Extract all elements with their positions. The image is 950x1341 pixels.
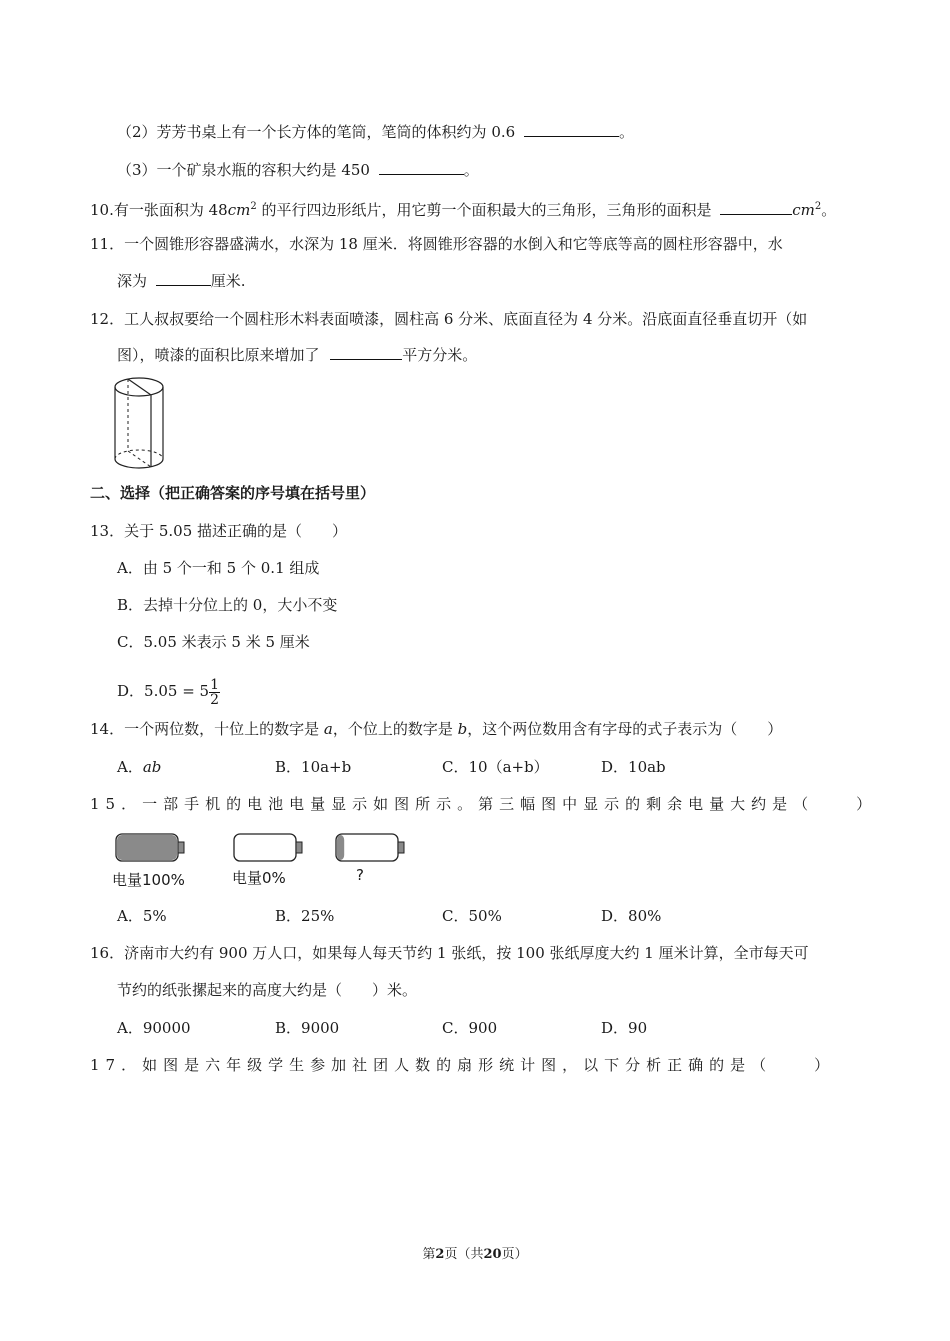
option-13-a[interactable]: A．由 5 个一和 5 个 0.1 组成 bbox=[117, 559, 320, 577]
page-footer: 第2页（共20页） bbox=[422, 1247, 528, 1262]
option-13-d[interactable]: D．5.05 = 5 $\frac{1}{2}$ bbox=[117, 676, 219, 708]
battery-label-full: 电量100% bbox=[112, 871, 185, 889]
option-13-b[interactable]: B．去掉十分位上的 0，大小不变 bbox=[117, 596, 338, 614]
answer-blank[interactable] bbox=[524, 122, 619, 137]
option-13-c[interactable]: C．5.05 米表示 5 米 5 厘米 bbox=[117, 633, 310, 651]
question-16-line2: 节约的纸张摞起来的高度大约是（ ）米。 bbox=[117, 981, 418, 999]
option-15-d[interactable]: D．80% bbox=[601, 907, 662, 925]
option-14-b[interactable]: B．10a+b bbox=[275, 758, 352, 776]
question-15: 15．一部手机的电池电量显示如图所示。第三幅图中显示的剩余电量大约是（ ） bbox=[90, 795, 878, 813]
question-13: 13．关于 5.05 描述正确的是（ ） bbox=[90, 522, 348, 540]
answer-blank[interactable] bbox=[379, 160, 464, 175]
option-15-a[interactable]: A．5% bbox=[117, 907, 167, 925]
answer-blank[interactable] bbox=[330, 345, 402, 360]
question-12-line2: 图），喷漆的面积比原来增加了 平方分米。 bbox=[117, 346, 478, 364]
answer-blank[interactable] bbox=[156, 271, 211, 286]
question-10: 10.有一张面积为 $48cm^2$ 的平行四边形纸片，用它剪一个面积最大的三角形，三角形的面积是 $cm^2$。 bbox=[90, 201, 837, 219]
option-16-a[interactable]: A．90000 bbox=[117, 1019, 191, 1037]
fraction-one-half: $\frac{1}{2}$ bbox=[210, 676, 219, 708]
option-14-a[interactable]: A．ab bbox=[117, 758, 162, 776]
battery-label-empty: 电量0% bbox=[232, 869, 286, 887]
question-12: 12．工人叔叔要给一个圆柱形木料表面喷漆，圆柱高 6 分米、底面直径为 4 分米。沿底面直径垂直切开（如 bbox=[90, 310, 808, 328]
battery-empty bbox=[234, 834, 302, 861]
battery-full bbox=[116, 834, 184, 861]
option-16-b[interactable]: B．9000 bbox=[275, 1019, 340, 1037]
option-15-c[interactable]: C．50% bbox=[442, 907, 502, 925]
option-15-b[interactable]: B．25% bbox=[275, 907, 335, 925]
option-14-d[interactable]: D．10ab bbox=[601, 758, 666, 776]
question-11: 11．一个圆锥形容器盛满水，水深为 18 厘米．将圆锥形容器的水倒入和它等底等高的圆柱形容器中，水 bbox=[90, 235, 783, 253]
option-14-c[interactable]: C．10（a+b） bbox=[442, 758, 549, 776]
question-11-line2: 深为 厘米. bbox=[117, 272, 246, 290]
question-9-3: （3）一个矿泉水瓶的容积大约是 450 。 bbox=[117, 161, 479, 179]
section-heading-choice: 二、选择（把正确答案的序号填在括号里） bbox=[90, 484, 376, 502]
battery-figures bbox=[112, 830, 412, 866]
battery-label-unknown: ? bbox=[356, 866, 364, 884]
question-14: 14．一个两位数，十位上的数字是 a，个位上的数字是 b，这个两位数用含有字母的式子表示为（ ） bbox=[90, 720, 783, 738]
answer-blank[interactable] bbox=[720, 200, 792, 215]
question-17: 17．如图是六年级学生参加社团人数的扇形统计图，以下分析正确的是（ ） bbox=[90, 1056, 836, 1074]
option-16-d[interactable]: D．90 bbox=[601, 1019, 648, 1037]
cylinder-cut-figure bbox=[108, 374, 170, 474]
option-16-c[interactable]: C．900 bbox=[442, 1019, 498, 1037]
question-9-2: （2）芳芳书桌上有一个长方体的笔筒，笔筒的体积约为 0.6 。 bbox=[117, 123, 634, 141]
battery-unknown bbox=[336, 834, 404, 861]
question-16: 16．济南市大约有 900 万人口，如果每人每天节约 1 张纸，按 100 张纸厚度大约 1 厘米计算，全市每天可 bbox=[90, 944, 809, 962]
